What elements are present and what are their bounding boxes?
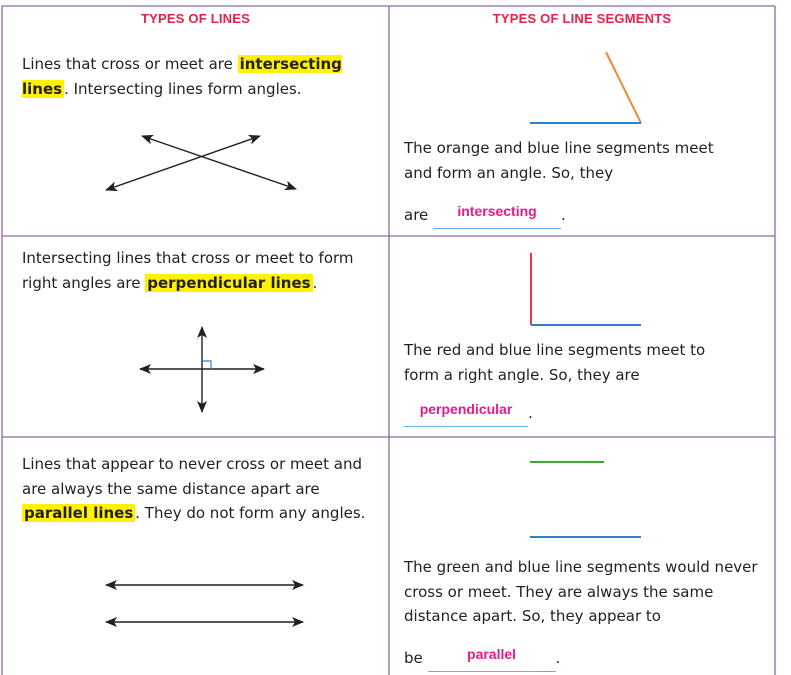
intersecting-answer-row (404, 203, 764, 229)
perpendicular-segments-text: The red and blue line segments meet to form a right angle. So, they are (404, 341, 706, 384)
definition-text: . They do not form any angles. (135, 504, 366, 522)
right-angle-segments-figure (531, 253, 641, 325)
intersecting-lines-figure (106, 136, 296, 190)
answer-intersecting: intersecting (457, 203, 537, 219)
parallel-segments-text: The green and blue line segments would never cross or meet. They are always the same distance apart. So, they appear to (404, 558, 758, 625)
answer-suffix: . (528, 404, 533, 422)
answer-prefix: are (404, 206, 429, 224)
intersecting-lines-definition (22, 52, 374, 101)
definition-text: Lines that cross or meet are (22, 55, 238, 73)
term-parallel-lines: parallel lines (24, 504, 134, 522)
term-perpendicular-lines: perpendicular lines (147, 273, 311, 292)
perpendicular-answer-row (404, 401, 764, 427)
answer-blank-perpendicular (404, 401, 528, 427)
answer-prefix: be (404, 649, 423, 667)
perpendicular-lines-figure (140, 327, 264, 412)
definition-text: . (312, 273, 318, 292)
answer-suffix: . (555, 649, 561, 667)
parallel-lines-figure (106, 585, 303, 622)
header-types-of-line-segments: TYPES OF LINE SEGMENTS (492, 11, 672, 26)
term-intersecting-lines: intersecting lines (22, 55, 342, 98)
right-angle-mark (202, 361, 211, 369)
definition-text: Intersecting lines that cross or meet to form right angles are (22, 249, 354, 292)
perpendicular-lines-definition (22, 246, 367, 295)
intersecting-segments-text: The orange and blue line segments meet and form an angle. So, they (404, 139, 714, 182)
answer-blank-parallel (428, 646, 556, 672)
answer-parallel: parallel (467, 646, 517, 662)
angle-segments-figure (530, 52, 641, 123)
intersecting-line-1 (142, 136, 296, 189)
parallel-segments-figure (530, 462, 641, 537)
header-types-of-lines: TYPES OF LINES (141, 11, 250, 26)
parallel-answer-row (404, 646, 764, 672)
orange-segment (606, 52, 641, 123)
definition-text: Lines that appear to never cross or meet and are always the same distance apart are (22, 455, 362, 498)
answer-suffix: . (561, 206, 566, 224)
intersecting-line-2 (106, 136, 260, 190)
parallel-lines-definition (22, 452, 367, 526)
answer-perpendicular: perpendicular (419, 401, 513, 417)
definition-text: . Intersecting lines form angles. (64, 79, 302, 98)
answer-blank-intersecting (433, 203, 561, 229)
